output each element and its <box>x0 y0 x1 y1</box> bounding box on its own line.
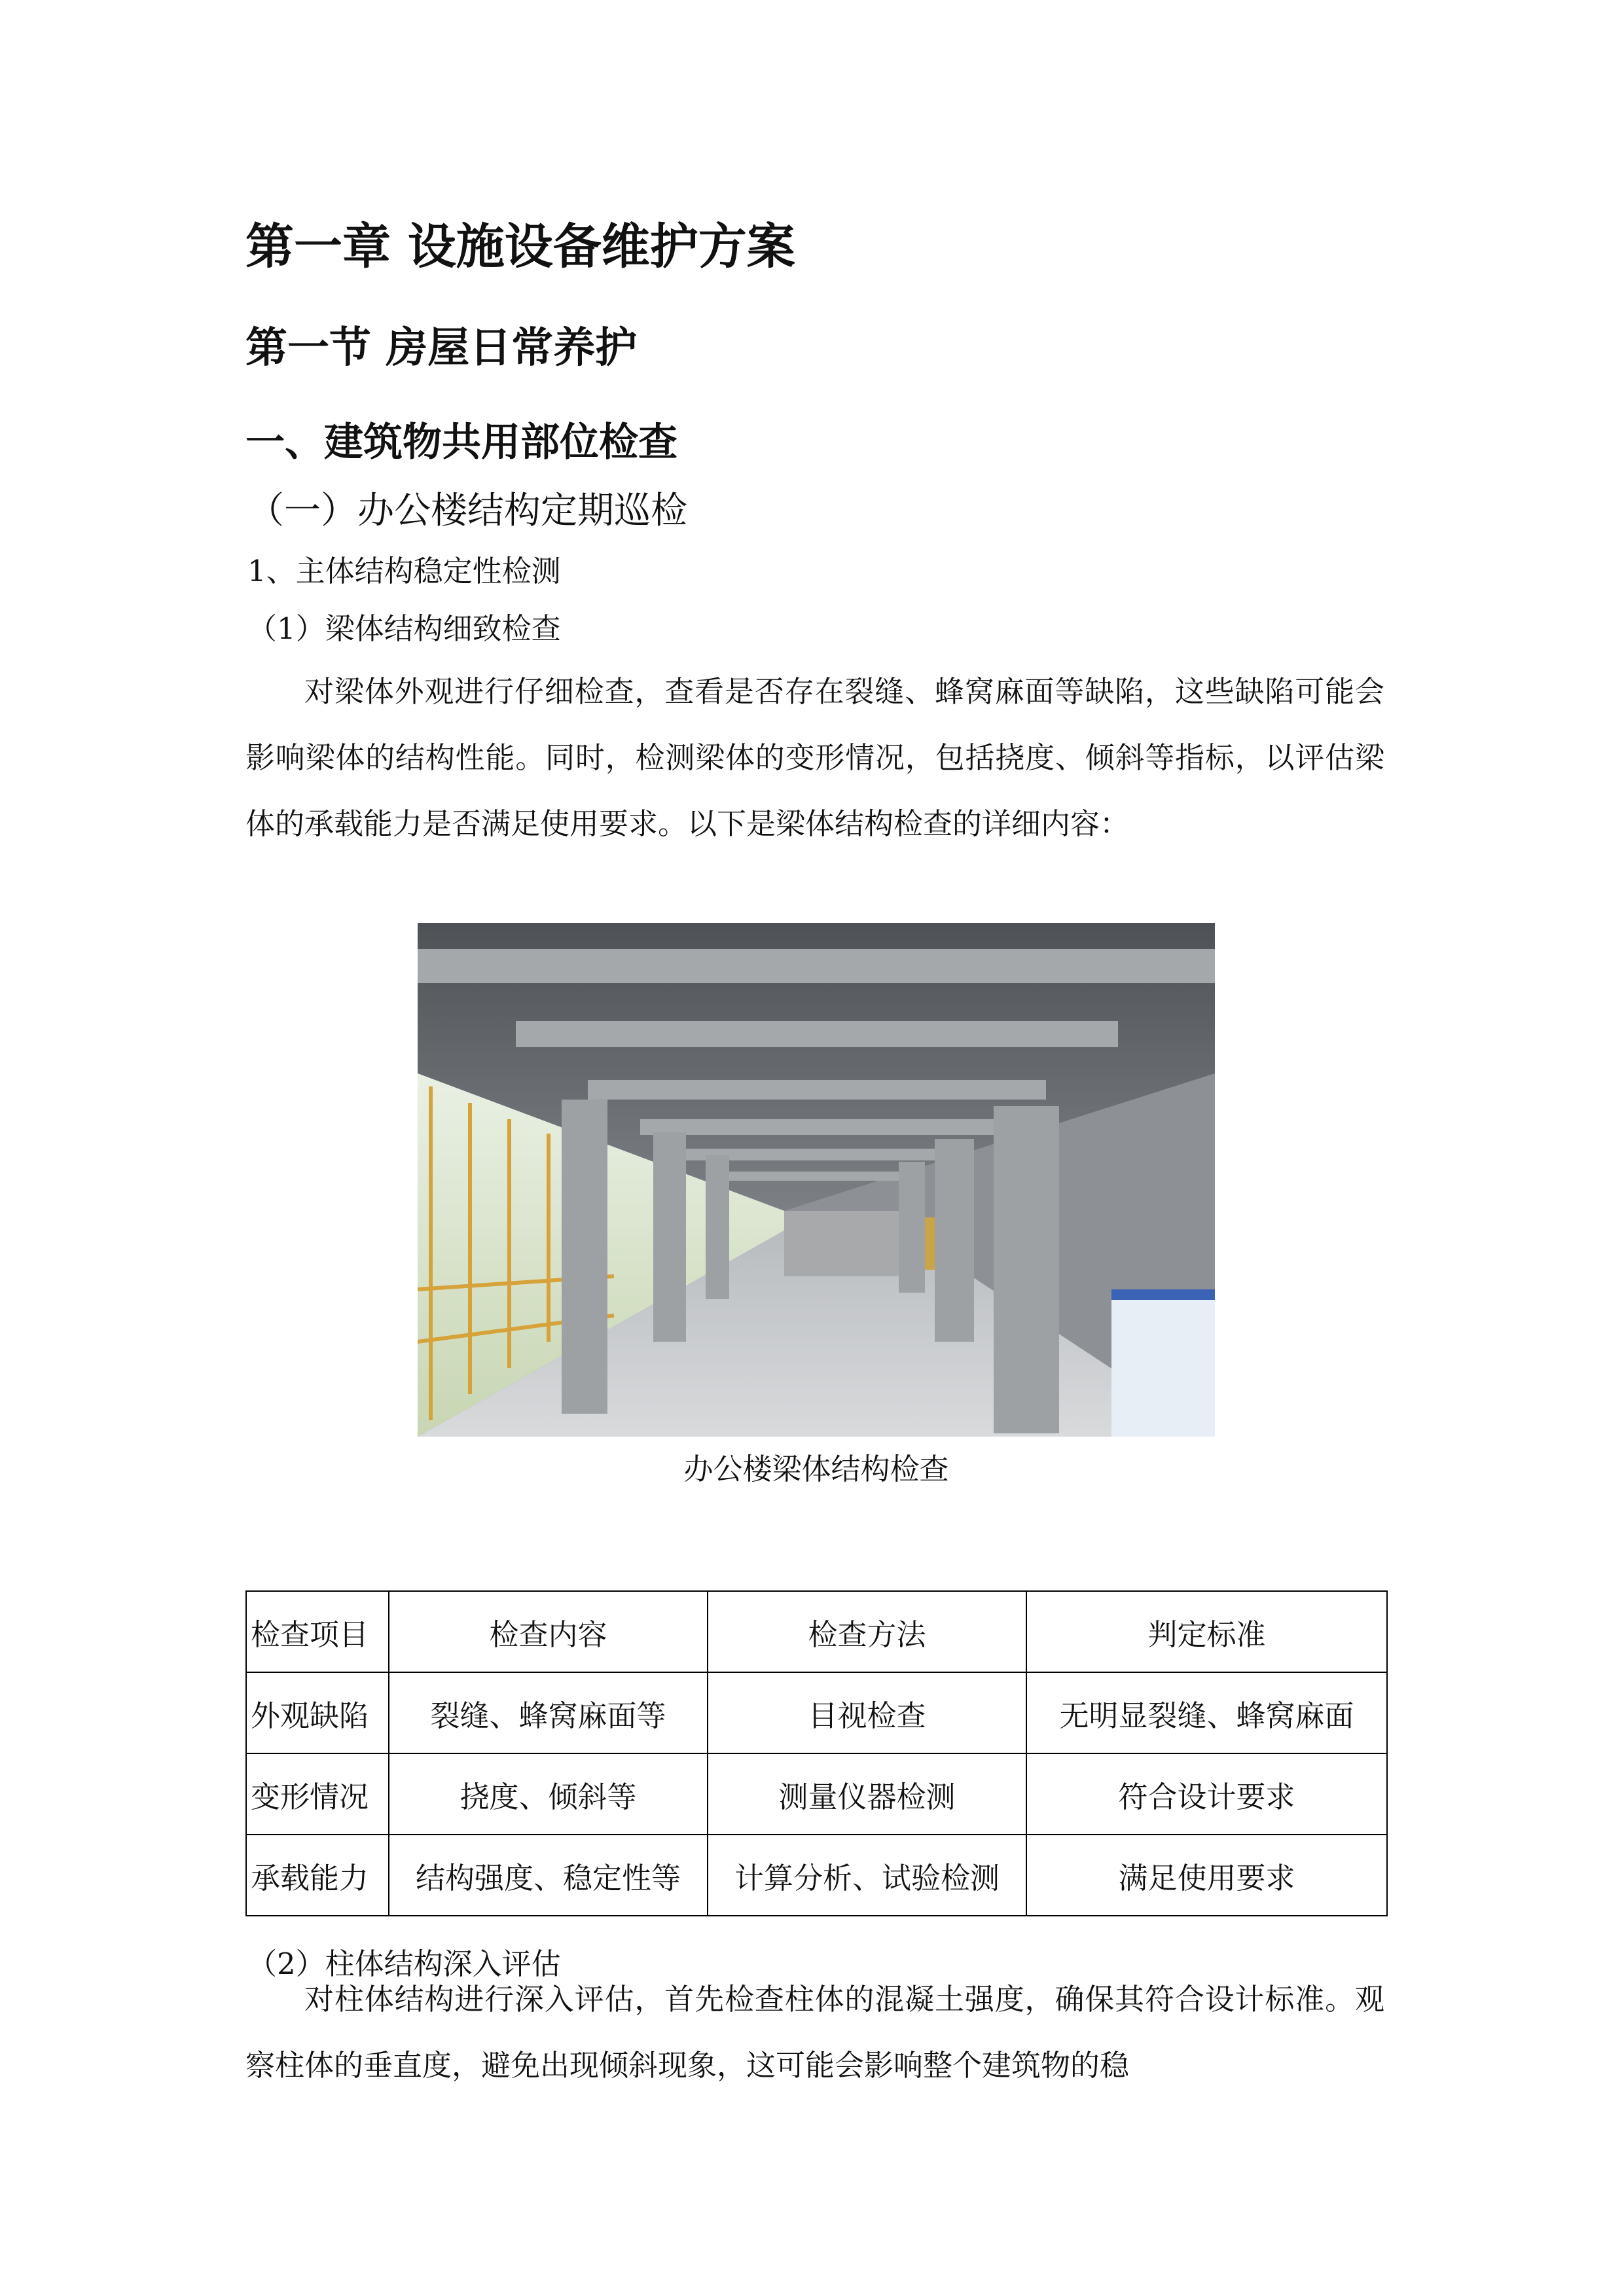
table-header-cell: 检查项目 <box>246 1591 389 1672</box>
heading-structure-stability: 1、主体结构稳定性检测 <box>247 554 561 588</box>
table-cell: 结构强度、稳定性等 <box>389 1835 708 1916</box>
heading-office-patrol: （一）办公楼结构定期巡检 <box>247 490 687 532</box>
section-title: 第一节 房屋日常养护 <box>245 324 638 372</box>
table-cell: 挠度、倾斜等 <box>389 1753 708 1835</box>
table-cell: 符合设计要求 <box>1026 1753 1387 1835</box>
subheading-column-evaluation: （2）柱体结构深入评估 <box>247 1946 561 1981</box>
table-header-cell: 检查方法 <box>708 1591 1026 1672</box>
paragraph-column-evaluation: 对柱体结构进行深入评估，首先检查柱体的混凝土强度，确保其符合设计标准。观察柱体的垂直度，避免出现倾斜现象，这可能会影响整个建筑物的稳 <box>245 1982 1384 2083</box>
table-cell: 目视检查 <box>708 1672 1026 1753</box>
table-cell: 满足使用要求 <box>1026 1835 1387 1916</box>
table-cell: 承载能力 <box>246 1835 389 1916</box>
table-row <box>246 1835 1387 1916</box>
inspection-table <box>245 1590 1388 1916</box>
subheading-beam-inspection: （1）梁体结构细致检查 <box>247 611 561 646</box>
table-cell: 外观缺陷 <box>246 1672 389 1753</box>
heading-building-inspection: 一、建筑物共用部位检查 <box>245 420 677 465</box>
table-cell: 测量仪器检测 <box>708 1753 1026 1835</box>
table-row <box>246 1672 1387 1753</box>
table-cell: 裂缝、蜂窝麻面等 <box>389 1672 708 1753</box>
table-row <box>246 1753 1387 1835</box>
beam-structure-photo <box>418 923 1215 1437</box>
table-header-cell: 检查内容 <box>389 1591 708 1672</box>
chapter-title: 第一章 设施设备维护方案 <box>245 219 795 275</box>
table-header-row <box>246 1591 1387 1672</box>
table-cell: 变形情况 <box>246 1753 389 1835</box>
figure-caption: 办公楼梁体结构检查 <box>683 1452 949 1486</box>
table-header-cell: 判定标准 <box>1026 1591 1387 1672</box>
paragraph-beam-inspection: 对梁体外观进行仔细检查，查看是否存在裂缝、蜂窝麻面等缺陷，这些缺陷可能会影响梁体的结构性能。同时，检测梁体的变形情况，包括挠度、倾斜等指标，以评估梁体的承载能力是否满足使用要求。以下是梁体结构检查的详细内容： <box>245 674 1384 841</box>
table-cell: 无明显裂缝、蜂窝麻面 <box>1026 1672 1387 1753</box>
table-cell: 计算分析、试验检测 <box>708 1835 1026 1916</box>
